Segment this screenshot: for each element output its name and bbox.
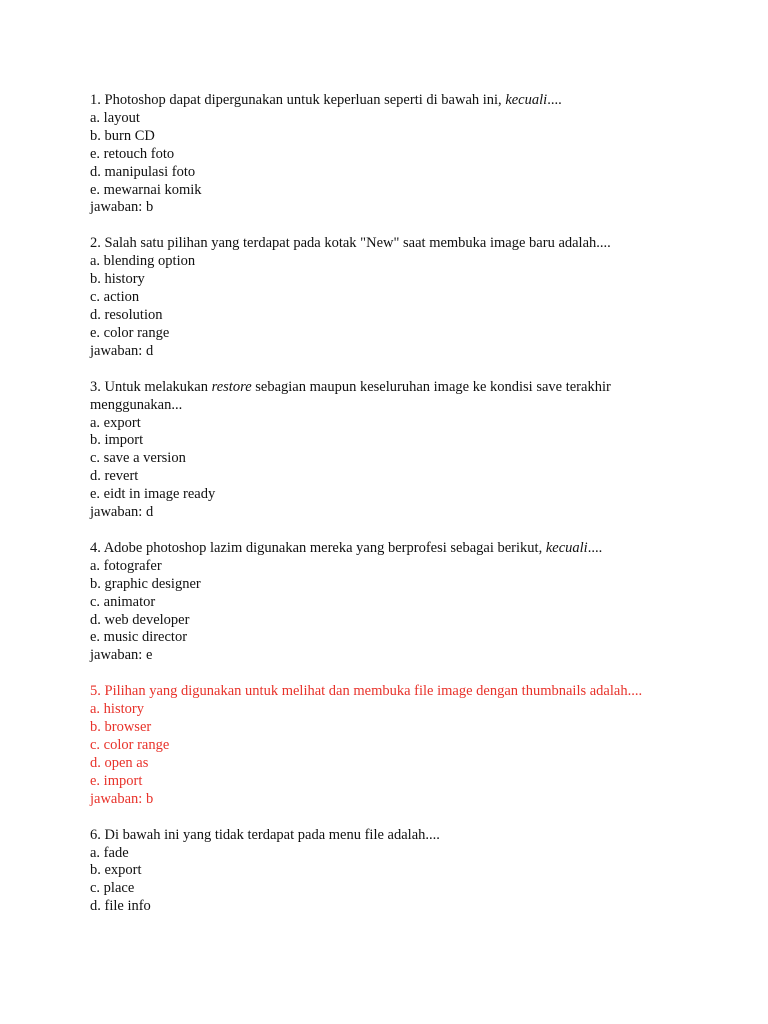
question-3-text: 3. Untuk melakukan restore sebagian maupun keseluruhan image ke kondisi save terakhir — [90, 378, 611, 395]
option: a. layout — [90, 109, 140, 126]
question-1-text: 1. Photoshop dapat dipergunakan untuk keperluan seperti di bawah ini, kecuali.... — [90, 92, 562, 108]
option: d. resolution — [90, 306, 163, 323]
question-6-text: 6. Di bawah ini yang tidak terdapat pada menu file adalah.... — [90, 826, 440, 843]
answer: jawaban: d — [90, 504, 154, 521]
option: c. action — [90, 289, 140, 306]
option: e. music director — [90, 629, 188, 646]
question-2-text: 2. Salah satu pilihan yang terdapat pada kotak "New" saat membuka image baru adalah.... — [90, 235, 611, 252]
option: d. manipulasi foto — [90, 163, 196, 180]
option: b. history — [90, 271, 145, 288]
option: d. revert — [90, 468, 139, 485]
question-4-text: 4. Adobe photoshop lazim digunakan mereka yang berprofesi sebagai berikut, kecuali.... — [90, 539, 603, 556]
option: c. place — [90, 880, 135, 897]
option: b. export — [90, 862, 142, 879]
question-4 — [90, 540, 700, 665]
option: a. blending option — [90, 253, 196, 270]
question-3-text-continued: menggunakan... — [90, 396, 183, 413]
option: b. graphic designer — [90, 575, 201, 592]
option: e. import — [90, 772, 143, 789]
answer: jawaban: b — [90, 199, 154, 216]
answer: jawaban: d — [90, 342, 154, 359]
option: d. file info — [90, 898, 151, 915]
option: d. open as — [90, 754, 149, 771]
option: b. browser — [90, 719, 152, 736]
answer: jawaban: e — [90, 647, 153, 664]
option: a. export — [90, 414, 141, 431]
option: d. web developer — [90, 611, 190, 628]
option: a. fade — [90, 844, 129, 861]
option: b. import — [90, 432, 144, 449]
option: b. burn CD — [90, 127, 155, 144]
option: e. color range — [90, 324, 170, 341]
question-5-highlighted — [90, 683, 700, 808]
answer: jawaban: b — [90, 790, 154, 807]
document-page — [90, 92, 700, 934]
option: a. fotografer — [90, 557, 162, 574]
option: c. animator — [90, 593, 156, 610]
option: e. eidt in image ready — [90, 486, 216, 503]
question-1 — [90, 92, 700, 217]
question-6 — [90, 827, 700, 917]
question-3 — [90, 379, 700, 522]
question-5-text: 5. Pilihan yang digunakan untuk melihat dan membuka file image dengan thumbnails adalah.... — [90, 683, 643, 700]
option: e. mewarnai komik — [90, 181, 202, 198]
option: c. save a version — [90, 450, 186, 467]
option: e. retouch foto — [90, 145, 175, 162]
question-2 — [90, 235, 700, 360]
option: c. color range — [90, 737, 170, 753]
option: a. history — [90, 701, 144, 718]
